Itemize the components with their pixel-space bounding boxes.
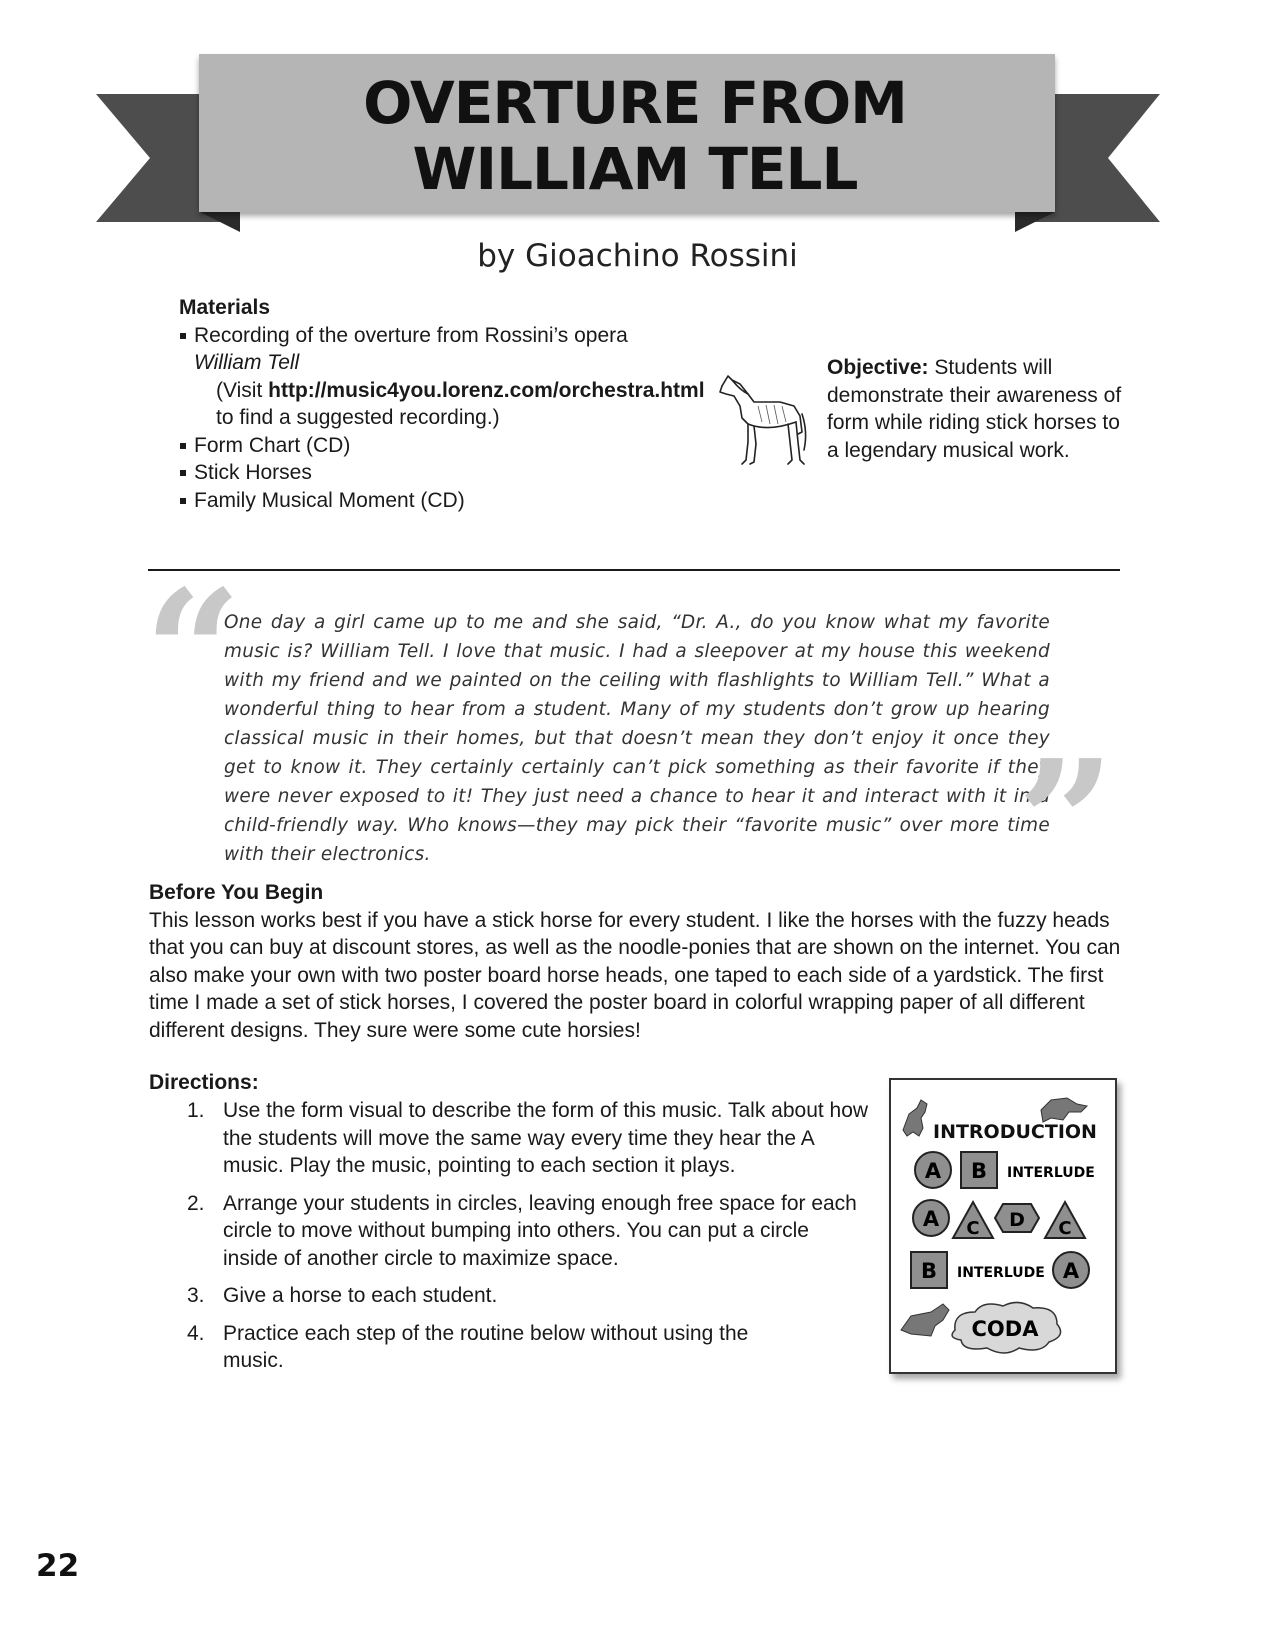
objective-text <box>827 354 1127 464</box>
section-b-letter: B <box>970 1159 988 1183</box>
interlude-label: INTERLUDE <box>957 1265 1045 1281</box>
horse-illustration <box>718 372 810 468</box>
visit-prefix: (Visit <box>216 378 269 402</box>
horse-icon <box>901 1304 949 1336</box>
before-you-begin-section <box>149 879 1129 1044</box>
materials-list-rest <box>179 432 739 515</box>
step-number: 4. <box>187 1321 205 1345</box>
interlude-label: INTERLUDE <box>1007 1165 1095 1181</box>
objective-label: Objective: <box>827 356 929 379</box>
directions-heading: Directions: <box>149 1071 259 1094</box>
form-chart-thumbnail <box>889 1078 1117 1374</box>
before-you-begin-heading: Before You Begin <box>149 881 324 904</box>
materials-item: Stick Horses <box>179 459 739 487</box>
page-title <box>200 70 1070 202</box>
materials-list <box>179 322 739 350</box>
materials-visit-suffix: to find a suggested recording.) <box>216 406 500 429</box>
section-c-letter: C <box>966 1218 980 1239</box>
direction-step <box>149 1282 869 1310</box>
horse-icon <box>1041 1098 1087 1122</box>
step-number: 3. <box>187 1284 205 1307</box>
recording-link[interactable]: http://music4you.lorenz.com/orchestra.html <box>268 378 705 402</box>
section-a-letter: A <box>922 1207 940 1231</box>
step-number: 1. <box>187 1099 205 1122</box>
title-line-1: OVERTURE FROM <box>363 69 907 137</box>
materials-visit-line <box>179 377 739 405</box>
section-a-letter: A <box>924 1159 942 1183</box>
teacher-quote: One day a girl came up to me and she said, “Dr. A., do you know what my favorite music is? William Tell. I love that music. I had a sleepover at my house this weekend with my friend and we painted on the ceiling with flashlights to William Tell.” What a wonderful thing to hear from a student. Many of my students don’t grow up hearing classical music in their homes, but that doesn’t mean they don’t enjoy it once they get to know it. They certainly certainly can’t pick something as their favorite if they were never exposed to it! They just need a chance to hear it and interact with it in a child-friendly way. Who knows—they may pick their “favorite music” over more time with their electronics. <box>224 612 1050 865</box>
title-line-2: WILLIAM TELL <box>412 135 858 203</box>
materials-item: Family Musical Moment (CD) <box>179 487 739 515</box>
direction-step <box>149 1320 753 1375</box>
materials-item <box>179 322 739 350</box>
step-number: 2. <box>187 1191 205 1215</box>
section-divider <box>148 569 1120 571</box>
step-text: Practice each step of the routine below without using the music. <box>223 1321 749 1372</box>
materials-opera-title: William Tell <box>194 351 300 374</box>
objective-body: Students will demonstrate their awareness of form while riding stick horses to a legendary musical work. <box>827 356 1122 462</box>
coda-label: CODA <box>971 1317 1039 1341</box>
step-text: Use the form visual to describe the form of this music. Talk about how the students will move the same way every time they hear the A music. Play the music, pointing to each section it plays. <box>223 1099 869 1177</box>
section-c-letter: C <box>1058 1218 1072 1239</box>
materials-section <box>179 294 739 514</box>
section-d-letter: D <box>1009 1209 1025 1231</box>
page-number: 22 <box>36 1548 80 1584</box>
before-you-begin-text: This lesson works best if you have a stick horse for every student. I like the horses with the fuzzy heads that you can buy at discount stores, as well as the noodle-ponies that are shown on the internet. You can also make your own with two poster board horse heads, one taped to each side of a yardstick. The first time I made a set of stick horses, I covered the poster board in colorful wrapping paper of all different different designs. They sure were some cute horsies! <box>149 908 1121 1042</box>
step-text: Give a horse to each student. <box>223 1284 498 1307</box>
section-a-letter: A <box>1062 1259 1080 1283</box>
direction-step <box>149 1190 869 1273</box>
materials-heading: Materials <box>179 296 271 319</box>
composer-byline: by Gioachino Rossini <box>477 238 798 274</box>
materials-item: Form Chart (CD) <box>179 432 739 460</box>
open-quote-mark: “ <box>144 553 242 753</box>
intro-label: INTRODUCTION <box>933 1121 1097 1143</box>
materials-item-text: Recording of the overture from Rossini’s opera <box>194 323 628 347</box>
step-text: Arrange your students in circles, leaving enough free space for each circle to move without bumping into others. You can put a circle inside of another circle to maximize space. <box>223 1191 857 1270</box>
direction-step <box>149 1097 869 1180</box>
section-b-letter: B <box>920 1259 938 1283</box>
close-quote-mark: ” <box>1017 723 1115 923</box>
directions-list <box>149 1097 869 1385</box>
horse-icon <box>903 1100 927 1136</box>
form-chart-graphic <box>891 1080 1115 1372</box>
